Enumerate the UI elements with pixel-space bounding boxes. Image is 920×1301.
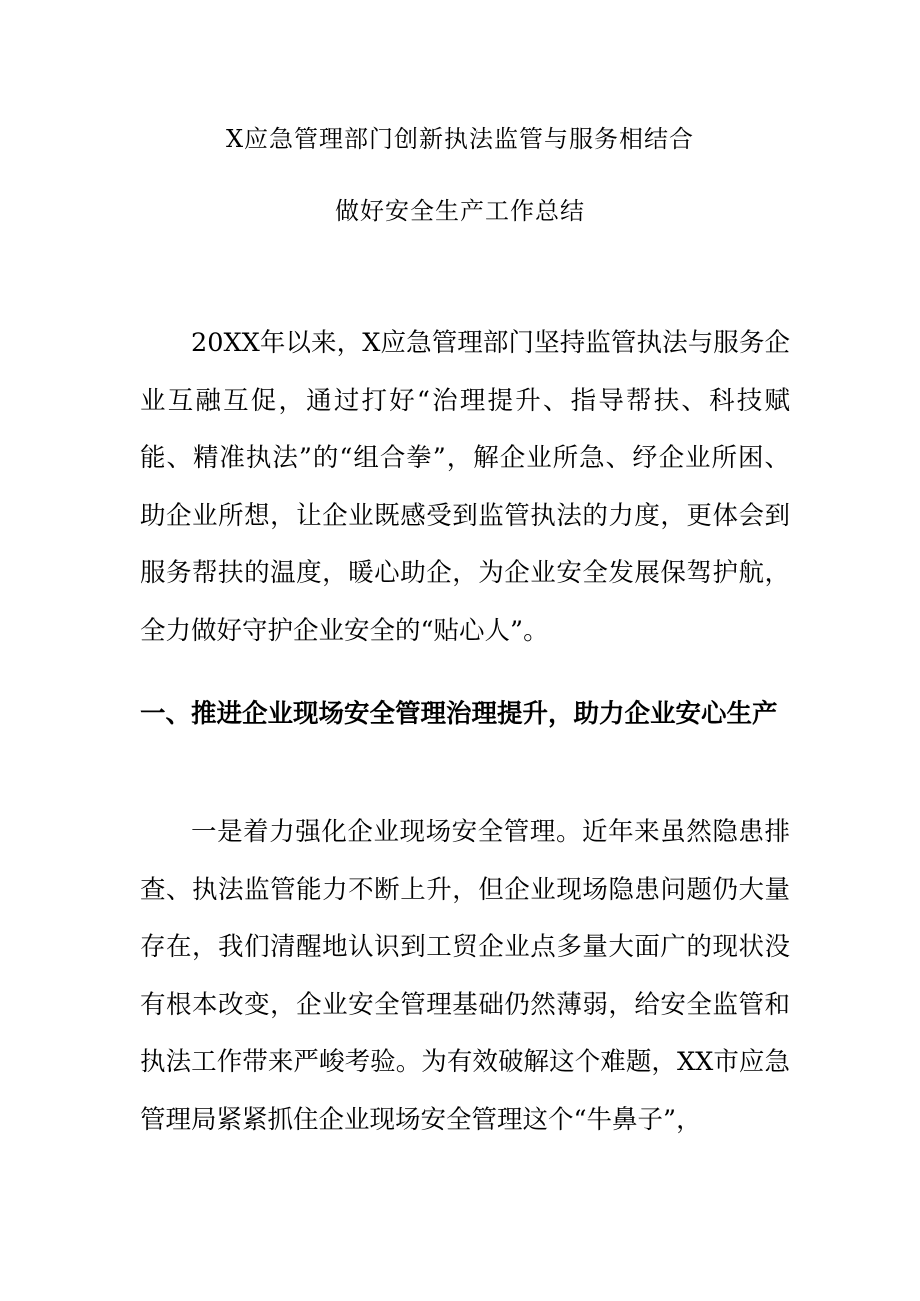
document-title-line-1: X应急管理部门创新执法监管与服务相结合 <box>225 125 695 153</box>
intro-paragraph: 20XX年以来，X应急管理部门坚持监管执法与服务企业互融互促，通过打好“治理提升、指导帮扶、科技赋能、精准执法”的“组合拳”，解企业所急、纾企业所困、助企业所想，让企业既感受到监管执法的力度，更体会到服务帮扶的温度，暖心助企，为企业安全发展保驾护航，全力做好守护企业安全的“贴心人”。 <box>140 328 790 646</box>
section-heading-1: 一、推进企业现场安全管理治理提升，助力企业安心生产 <box>140 699 778 729</box>
document-title-line-2: 做好安全生产工作总结 <box>335 197 585 225</box>
section-1-paragraph-1: 一是着力强化企业现场安全管理。近年来虽然隐患排查、执法监管能力不断上升，但企业现场隐患问题仍大量存在，我们清醒地认识到工贸企业点多量大面广的现状没有根本改变，企业安全管理基础仍然薄弱，给安全监管和执法工作带来严峻考验。为有效破解这个难题，XX市应急管理局紧紧抓住企业现场安全管理这个“牛鼻子”， <box>140 817 790 1135</box>
